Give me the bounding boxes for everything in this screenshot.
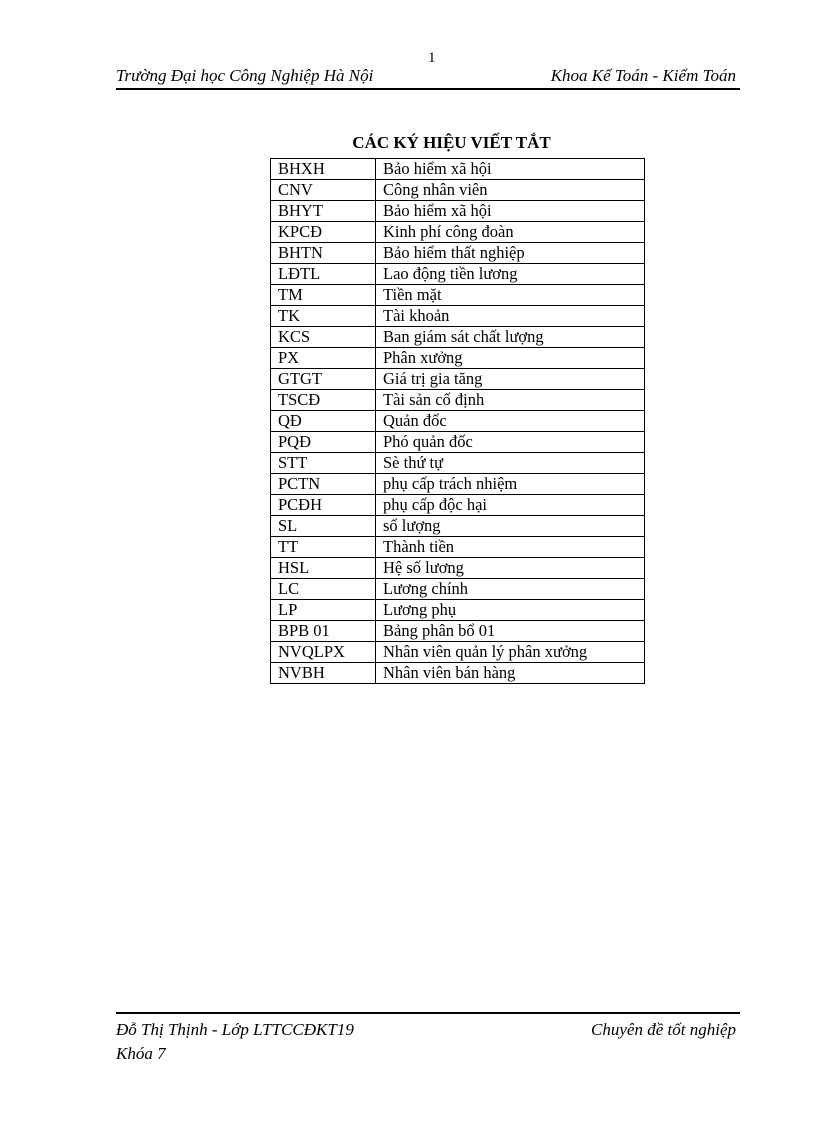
abbreviation-code: BPB 01 (271, 621, 376, 642)
abbreviation-code: PX (271, 348, 376, 369)
table-row (271, 474, 645, 495)
footer-author-line: Đỗ Thị Thịnh - Lớp LTTCCĐKT19 (116, 1020, 354, 1039)
table-row (271, 411, 645, 432)
footer-document-type: Chuyên đề tốt nghiệp (591, 1020, 736, 1039)
table-row (271, 390, 645, 411)
header-faculty: Khoa Kế Toán - Kiểm Toán (550, 66, 736, 85)
footer-author (116, 1018, 354, 1066)
header-school: Trường Đại học Công Nghiệp Hà Nội (116, 66, 374, 85)
abbreviation-meaning: Công nhân viên (376, 180, 645, 201)
abbreviation-table-body (271, 159, 645, 684)
abbreviation-meaning: Bảng phân bổ 01 (376, 621, 645, 642)
abbreviation-meaning: phụ cấp độc hại (376, 495, 645, 516)
abbreviation-meaning: Tài sản cố định (376, 390, 645, 411)
table-row (271, 516, 645, 537)
footer-course-line: Khóa 7 (116, 1044, 166, 1063)
table-row (271, 558, 645, 579)
abbreviation-meaning: Nhân viên bán hàng (376, 663, 645, 684)
table-row (271, 327, 645, 348)
abbreviation-meaning: Hệ số lương (376, 558, 645, 579)
abbreviation-code: GTGT (271, 369, 376, 390)
abbreviation-meaning: Lao động tiền lương (376, 264, 645, 285)
abbreviation-meaning: Phân xưởng (376, 348, 645, 369)
table-row (271, 663, 645, 684)
abbreviation-code: PCTN (271, 474, 376, 495)
abbreviation-code: KCS (271, 327, 376, 348)
abbreviation-meaning: Sè thứ tự (376, 453, 645, 474)
table-row (271, 159, 645, 180)
abbreviation-meaning: Lương phụ (376, 600, 645, 621)
table-row (271, 201, 645, 222)
abbreviation-code: TSCĐ (271, 390, 376, 411)
abbreviation-code: SL (271, 516, 376, 537)
abbreviation-code: TK (271, 306, 376, 327)
abbreviation-code: KPCĐ (271, 222, 376, 243)
table-row (271, 600, 645, 621)
abbreviation-code: PQĐ (271, 432, 376, 453)
abbreviation-meaning: Lương chính (376, 579, 645, 600)
table-row (271, 243, 645, 264)
abbreviation-meaning: Bảo hiểm thất nghiệp (376, 243, 645, 264)
abbreviation-meaning: Tài khoản (376, 306, 645, 327)
abbreviation-meaning: Ban giám sát chất lượng (376, 327, 645, 348)
abbreviation-code: BHXH (271, 159, 376, 180)
abbreviation-code: PCĐH (271, 495, 376, 516)
table-row (271, 537, 645, 558)
table-row (271, 432, 645, 453)
page-title: CÁC KÝ HIỆU VIẾT TẮT (352, 133, 551, 152)
table-row (271, 222, 645, 243)
abbreviation-code: TT (271, 537, 376, 558)
table-row (271, 495, 645, 516)
page-number: 1 (428, 50, 436, 66)
table-row (271, 453, 645, 474)
abbreviation-code: STT (271, 453, 376, 474)
abbreviation-code: LC (271, 579, 376, 600)
table-row (271, 348, 645, 369)
abbreviation-meaning: số lượng (376, 516, 645, 537)
abbreviation-meaning: Phó quản đốc (376, 432, 645, 453)
abbreviation-meaning: Bảo hiểm xã hội (376, 201, 645, 222)
abbreviation-meaning: Tiền mặt (376, 285, 645, 306)
table-row (271, 264, 645, 285)
abbreviation-code: HSL (271, 558, 376, 579)
abbreviation-code: QĐ (271, 411, 376, 432)
abbreviation-meaning: Nhân viên quản lý phân xưởng (376, 642, 645, 663)
table-row (271, 642, 645, 663)
table-row (271, 621, 645, 642)
page-header (116, 66, 740, 90)
abbreviation-meaning: Thành tiền (376, 537, 645, 558)
page-footer (116, 1012, 740, 1063)
abbreviation-code: NVBH (271, 663, 376, 684)
abbreviation-code: LĐTL (271, 264, 376, 285)
abbreviation-meaning: phụ cấp trách nhiệm (376, 474, 645, 495)
abbreviation-code: BHTN (271, 243, 376, 264)
abbreviation-code: LP (271, 600, 376, 621)
abbreviation-code: BHYT (271, 201, 376, 222)
table-row (271, 579, 645, 600)
table-row (271, 285, 645, 306)
table-row (271, 180, 645, 201)
abbreviation-meaning: Quản đốc (376, 411, 645, 432)
abbreviation-meaning: Bảo hiểm xã hội (376, 159, 645, 180)
abbreviation-code: TM (271, 285, 376, 306)
abbreviation-table (270, 158, 645, 684)
abbreviation-code: CNV (271, 180, 376, 201)
abbreviation-meaning: Kinh phí công đoàn (376, 222, 645, 243)
table-row (271, 306, 645, 327)
abbreviation-code: NVQLPX (271, 642, 376, 663)
table-row (271, 369, 645, 390)
abbreviation-meaning: Giá trị gia tăng (376, 369, 645, 390)
